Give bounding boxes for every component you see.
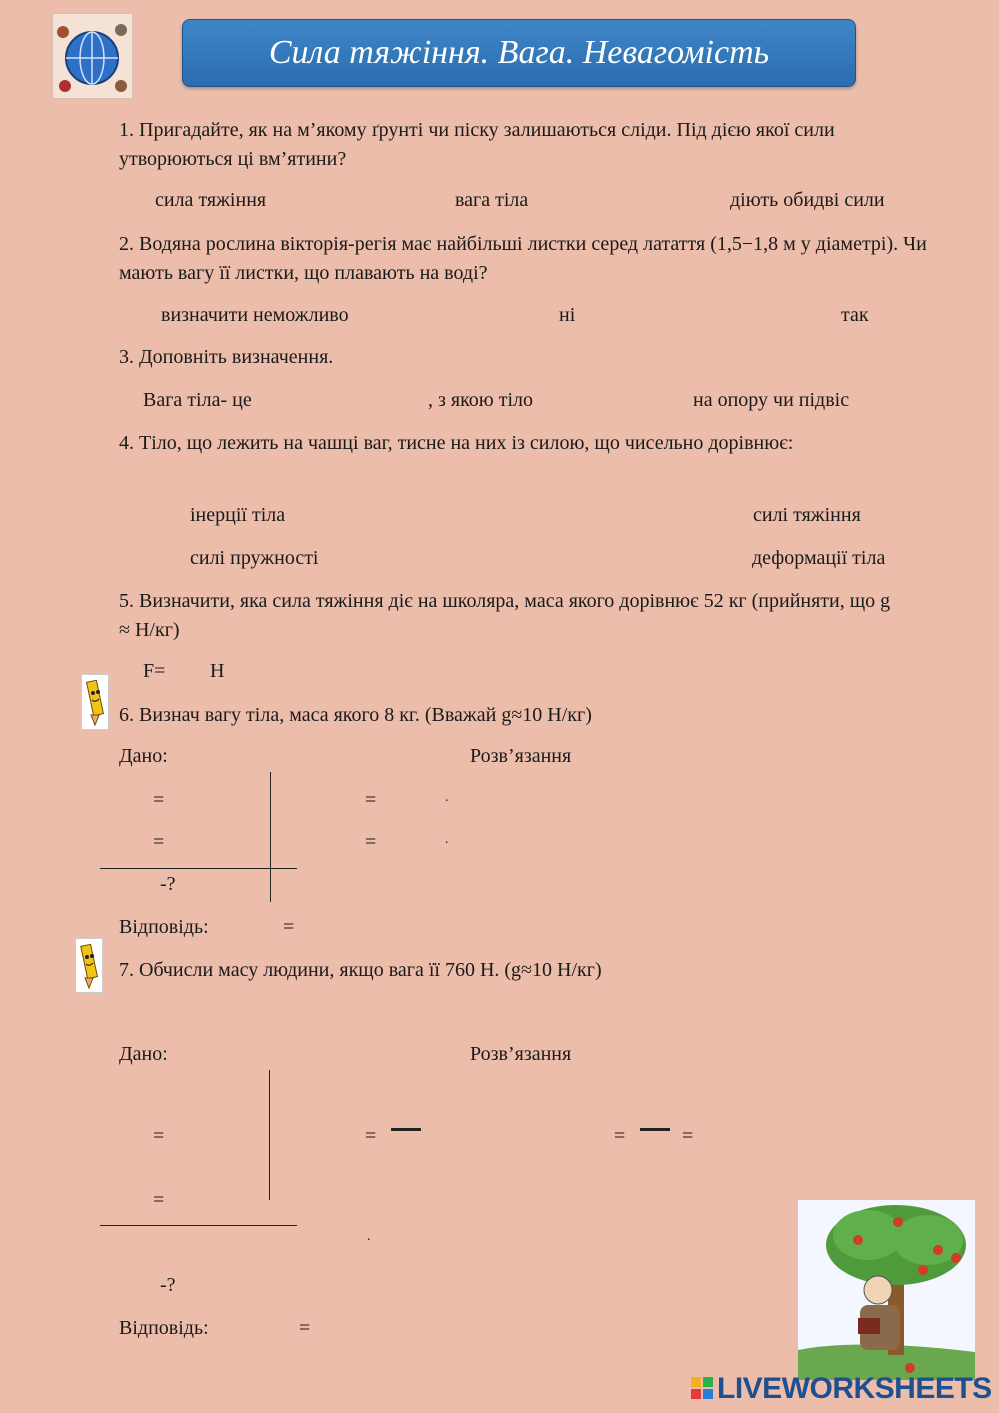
q5-force-label: F= bbox=[143, 660, 166, 682]
q7-answer-eq[interactable]: = bbox=[299, 1317, 311, 1339]
question-2-text: 2. Водяна рослина вікторія-регія має найбільші листки серед латаття (1,5−1,8 м у діаметрі). Чи мають вагу її листки, що плавають на воді? bbox=[119, 233, 927, 284]
q6-solution-eq-2[interactable]: = bbox=[365, 831, 377, 853]
question-3-text: 3. Доповніть визначення. bbox=[119, 346, 334, 368]
liveworksheets-logo-icon bbox=[691, 1377, 713, 1399]
q6-given-eq-1[interactable]: = bbox=[153, 789, 165, 811]
q7-answer-label: Відповідь: bbox=[119, 1317, 209, 1339]
q6-answer-eq[interactable]: = bbox=[283, 916, 295, 938]
q6-vertical-divider bbox=[270, 772, 271, 902]
q6-solution-eq-1[interactable]: = bbox=[365, 789, 377, 811]
q4-option-4[interactable]: деформації тіла bbox=[752, 547, 886, 569]
question-6-text: 6. Визнач вагу тіла, маса якого 8 кг. (Вважай g≈10 Н/кг) bbox=[119, 704, 592, 726]
q7-dot: . bbox=[367, 1229, 371, 1244]
q7-given-eq-2[interactable]: = bbox=[153, 1189, 165, 1211]
q3-part-2: , з якою тіло bbox=[428, 389, 534, 411]
q1-option-3[interactable]: діють обидві сили bbox=[730, 189, 885, 211]
q6-dot-2: . bbox=[445, 832, 449, 847]
q7-fraction-bar-2 bbox=[640, 1128, 670, 1131]
globe-logo-icon bbox=[52, 13, 133, 99]
q7-solution-eq-1[interactable]: = bbox=[365, 1125, 377, 1147]
q6-unknown[interactable]: -? bbox=[160, 873, 176, 895]
q2-option-2[interactable]: ні bbox=[559, 304, 576, 326]
q4-option-3[interactable]: силі пружності bbox=[190, 547, 319, 569]
q4-option-2[interactable]: силі тяжіння bbox=[753, 504, 861, 526]
question-7-text: 7. Обчисли масу людини, якщо вага її 760 Н. (g≈10 Н/кг) bbox=[119, 959, 602, 981]
q6-dot-1: . bbox=[445, 790, 449, 805]
pencil-mascot-icon bbox=[75, 938, 103, 993]
liveworksheets-watermark: LIVEWORKSHEETS bbox=[717, 1372, 992, 1405]
q6-answer-label: Відповідь: bbox=[119, 916, 209, 938]
q6-solution-label: Розв’язання bbox=[470, 745, 572, 767]
q3-part-3: на опору чи підвіс bbox=[693, 389, 850, 411]
newton-apple-tree-illustration bbox=[798, 1200, 975, 1380]
page-title: Сила тяжіння. Вага. Невагомість bbox=[182, 19, 856, 87]
question-1-text: 1. Пригадайте, як на м’якому ґрунті чи піску залишаються сліди. Під дією якої сили утворюються ці вм’ятини? bbox=[119, 119, 835, 170]
q7-horizontal-divider bbox=[100, 1225, 297, 1226]
q1-option-1[interactable]: сила тяжіння bbox=[155, 189, 267, 211]
q7-vertical-divider bbox=[269, 1070, 270, 1200]
question-5-text: 5. Визначити, яка сила тяжіння діє на школяра, маса якого дорівнює 52 кг (прийняти, що g ≈ Н/кг) bbox=[119, 590, 891, 641]
q2-option-1[interactable]: визначити неможливо bbox=[161, 304, 349, 326]
question-4-text: 4. Тіло, що лежить на чашці ваг, тисне на них із силою, що чисельно дорівнює: bbox=[119, 432, 794, 454]
q5-unit: Н bbox=[210, 660, 225, 682]
q2-option-3[interactable]: так bbox=[841, 304, 869, 326]
q7-given-eq-1[interactable]: = bbox=[153, 1125, 165, 1147]
q7-fraction-bar-1 bbox=[391, 1128, 421, 1131]
q6-given-label: Дано: bbox=[119, 745, 168, 767]
q1-option-2[interactable]: вага тіла bbox=[455, 189, 529, 211]
q6-given-eq-2[interactable]: = bbox=[153, 831, 165, 853]
q6-horizontal-divider bbox=[100, 868, 297, 869]
q3-part-1: Вага тіла- це bbox=[143, 389, 252, 411]
pencil-mascot-icon bbox=[81, 674, 109, 730]
q4-option-1[interactable]: інерції тіла bbox=[190, 504, 286, 526]
q7-solution-label: Розв’язання bbox=[470, 1043, 572, 1065]
q7-solution-eq-2[interactable]: = bbox=[614, 1125, 626, 1147]
q7-solution-eq-3[interactable]: = bbox=[682, 1125, 694, 1147]
q7-unknown[interactable]: -? bbox=[160, 1274, 176, 1296]
q7-given-label: Дано: bbox=[119, 1043, 168, 1065]
